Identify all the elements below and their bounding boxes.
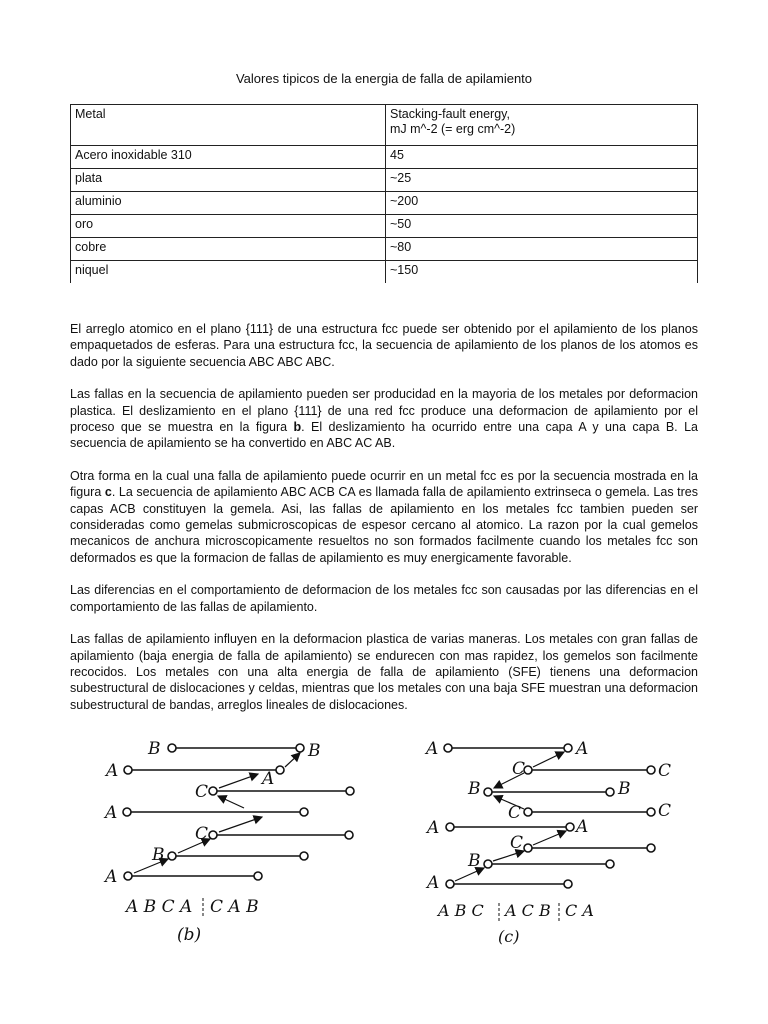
atom-marker bbox=[564, 744, 572, 752]
displacement-arrow bbox=[533, 831, 566, 845]
sequence-right: C A B bbox=[210, 897, 259, 917]
layer-label: A bbox=[105, 867, 118, 887]
body-text bbox=[70, 321, 698, 729]
value-cell: ~80 bbox=[386, 238, 698, 261]
paragraph-3 bbox=[70, 468, 698, 566]
atom-marker bbox=[209, 831, 217, 839]
paragraph-2-text: Las fallas en la secuencia de apilamiento pueden ser producidad en la mayoria de los metales por deformacion plastica. El deslizamiento en el plano {111} de una red fcc produce una deformacion de apilamiento por el proceso que se muestra en la figura bbox=[70, 387, 698, 435]
atom-marker bbox=[296, 744, 304, 752]
value-cell: ~50 bbox=[386, 215, 698, 238]
figure-b bbox=[92, 738, 374, 953]
atom-marker bbox=[566, 823, 574, 831]
figure-caption: (c) bbox=[498, 927, 520, 946]
table-row bbox=[71, 215, 698, 238]
atom-marker bbox=[300, 808, 308, 816]
paragraph-3-text: . La secuencia de apilamiento ABC ACB CA es llamada falla de apilamiento extrinseca o gemela. Las tres capas ACB constituyen la gemela. Asi, las fallas de apilamiento en los metales fcc tambien pueden ser consideradas como gemelas submicroscopicas de espesor cercano al atomico. La razon por la cual gemelos mecanicos de anchura microscopicamente resueltos no son formados facilmente cuando los metales fcc son deformados es que la formacion de fallas de apilamiento es muy energicamente favorable. bbox=[70, 485, 698, 565]
atom-marker bbox=[647, 844, 655, 852]
layer-label: B bbox=[468, 851, 481, 871]
layer-label: C bbox=[508, 803, 522, 823]
sequence-part-2: A C B bbox=[505, 901, 551, 920]
atom-marker bbox=[647, 808, 655, 816]
metal-cell: cobre bbox=[71, 238, 386, 261]
layer-label: B bbox=[618, 779, 631, 799]
atom-marker bbox=[484, 788, 492, 796]
header-metal: Metal bbox=[71, 105, 386, 146]
atom-marker bbox=[276, 766, 284, 774]
metal-cell: Acero inoxidable 310 bbox=[71, 146, 386, 169]
atom-marker bbox=[446, 823, 454, 831]
sequence-part-1: A B C bbox=[438, 901, 484, 920]
layer-label: A bbox=[106, 761, 119, 781]
value-cell: 45 bbox=[386, 146, 698, 169]
figure-caption: (b) bbox=[177, 925, 202, 945]
metal-cell: niquel bbox=[71, 261, 386, 284]
atom-marker bbox=[647, 766, 655, 774]
figure-ref-c: c bbox=[104, 485, 112, 500]
atom-marker bbox=[300, 852, 308, 860]
header-sfe-line2: mJ m^-2 (= erg cm^-2) bbox=[390, 122, 516, 136]
paragraph-4: Las diferencias en el comportamiento de deformacion de los metales fcc son causadas por las diferencias en el comportamiento de las fallas de apilamiento. bbox=[70, 583, 698, 614]
atom-marker bbox=[606, 860, 614, 868]
table-row bbox=[71, 192, 698, 215]
sequence-part-3: C A bbox=[565, 901, 594, 920]
layer-label: B bbox=[468, 779, 481, 799]
paragraph-2-text: . El deslizamiento ha ocurrido entre una capa A y una capa B. La secuencia de apilamiento se ha convertido en ABC AC AB. bbox=[70, 420, 698, 451]
atom-marker bbox=[524, 808, 532, 816]
layer-label: C bbox=[195, 782, 209, 802]
layer-label: C bbox=[658, 801, 672, 821]
displacement-arrow bbox=[533, 752, 564, 767]
value-cell: ~150 bbox=[386, 261, 698, 284]
layer-label: A bbox=[426, 739, 439, 759]
layer-label: B bbox=[148, 739, 161, 759]
atom-marker bbox=[168, 744, 176, 752]
atom-marker bbox=[124, 872, 132, 880]
layer-label: A bbox=[427, 873, 440, 893]
atom-marker bbox=[524, 844, 532, 852]
table-row bbox=[71, 261, 698, 284]
displacement-arrow bbox=[285, 753, 300, 767]
displacement-arrow bbox=[219, 774, 258, 788]
atom-marker bbox=[564, 880, 572, 888]
header-sfe-line1: Stacking-fault energy, bbox=[390, 107, 510, 121]
atom-marker bbox=[345, 831, 353, 839]
paragraph-2 bbox=[70, 386, 698, 452]
atom-marker bbox=[123, 808, 131, 816]
value-cell: ~200 bbox=[386, 192, 698, 215]
layer-label: C bbox=[658, 761, 672, 781]
sequence-left: A B C A bbox=[126, 897, 193, 917]
atom-marker bbox=[484, 860, 492, 868]
atom-marker bbox=[444, 744, 452, 752]
figure-b-drawing bbox=[92, 738, 374, 948]
metal-cell: aluminio bbox=[71, 192, 386, 215]
layer-label: A bbox=[262, 769, 275, 789]
table-header-row bbox=[71, 105, 698, 146]
atom-marker bbox=[606, 788, 614, 796]
layer-label: A bbox=[427, 818, 440, 838]
figure-c bbox=[420, 738, 692, 955]
table-row bbox=[71, 146, 698, 169]
paragraph-3-text: Otra forma en la cual una falla de apilamiento puede ocurrir en un metal fcc es por la secuencia mostrada en la figura bbox=[70, 468, 698, 500]
metal-cell: oro bbox=[71, 215, 386, 238]
page-title: Valores tipicos de la energia de falla de apilamiento bbox=[235, 71, 533, 86]
paragraph-1: El arreglo atomico en el plano {111} de una estructura fcc puede ser obtenido por el apilamiento de los planos empaquetados de esferas. Para una estructura fcc, la secuencia de apilamiento de los planos de los atomos es dado por la siguiente secuencia ABC ABC ABC. bbox=[70, 322, 698, 369]
layer-label: C bbox=[512, 759, 526, 779]
displacement-arrow bbox=[218, 796, 244, 808]
layer-label: B bbox=[308, 741, 321, 761]
metal-cell: plata bbox=[71, 169, 386, 192]
atom-marker bbox=[446, 880, 454, 888]
atom-marker bbox=[346, 787, 354, 795]
value-cell: ~25 bbox=[386, 169, 698, 192]
layer-label: B bbox=[152, 845, 165, 865]
atom-marker bbox=[124, 766, 132, 774]
header-sfe bbox=[386, 105, 698, 146]
layer-label: A bbox=[105, 803, 118, 823]
layer-label: A bbox=[576, 817, 589, 837]
table-row bbox=[71, 238, 698, 261]
atom-marker bbox=[168, 852, 176, 860]
layer-label: A bbox=[576, 739, 589, 759]
atom-marker bbox=[524, 766, 532, 774]
atom-marker bbox=[254, 872, 262, 880]
figure-ref-b: b bbox=[293, 420, 302, 435]
table-row bbox=[71, 169, 698, 192]
figure-c-drawing bbox=[420, 738, 692, 950]
paragraph-5: Las fallas de apilamiento influyen en la deformacion plastica de varias maneras. Los metales con gran fallas de apilamiento (baja energia de falla de apilamiento) se endurecen con mas rapidez, los gemelos son facilmente recocidos. Los metales con una alta energia de falla de apilamiento (SFE) tienens una deformacion subestructural de dislocaciones y celdas, mientras que los metales con una baja SFE muestran una deformacion subestructural de bandas, arreglos lineales de dislocaciones. bbox=[70, 632, 698, 712]
displacement-arrow bbox=[219, 817, 262, 832]
stacking-fault-energy-table bbox=[70, 104, 698, 283]
atom-marker bbox=[209, 787, 217, 795]
layer-label: C bbox=[195, 824, 209, 844]
layer-label: C bbox=[510, 833, 524, 853]
